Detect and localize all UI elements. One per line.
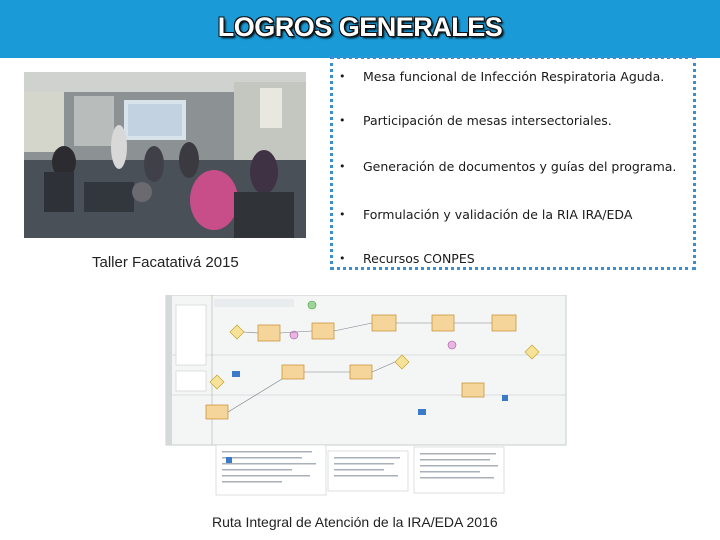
route-diagram-illustration: [162, 295, 568, 515]
workshop-photo-illustration: [24, 72, 306, 238]
photo-caption: Taller Facatativá 2015: [92, 254, 239, 271]
page-title: LOGROS GENERALES: [217, 12, 503, 42]
list-item-text: Generación de documentos y guías del programa.: [363, 159, 677, 174]
route-caption: Ruta Integral de Atención de la IRA/EDA 2016: [212, 514, 498, 530]
list-item: [333, 67, 693, 91]
list-item-text: Recursos CONPES: [363, 251, 475, 266]
workshop-photo: [24, 72, 306, 238]
list-item: [333, 111, 693, 135]
bullet-icon: •: [339, 160, 346, 173]
bullet-icon: •: [339, 114, 346, 127]
achievements-box: [330, 56, 696, 270]
list-item-text: Participación de mesas intersectoriales.: [363, 113, 612, 128]
list-item-text: Mesa funcional de Infección Respiratoria Aguda.: [363, 69, 665, 84]
list-item: [333, 205, 693, 229]
bullet-icon: •: [339, 252, 346, 265]
bullet-icon: •: [339, 208, 346, 221]
route-diagram-image: [162, 295, 568, 515]
list-item: [333, 249, 693, 273]
list-item-text: Formulación y validación de la RIA IRA/EDA: [363, 207, 633, 222]
bullet-icon: •: [339, 70, 346, 83]
list-item: [333, 157, 693, 181]
